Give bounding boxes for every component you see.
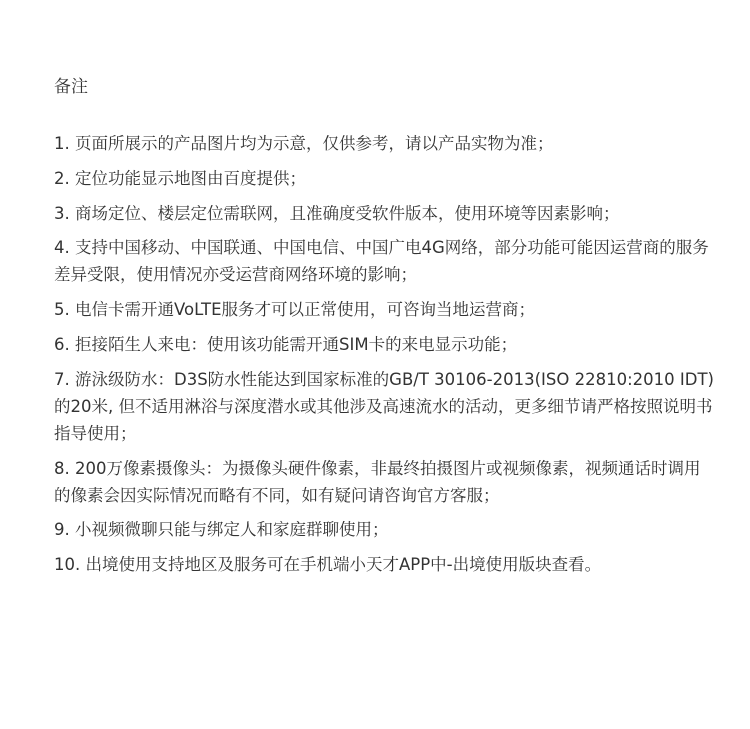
note-item-4: 4. 支持中国移动、中国联通、中国电信、中国广电4G网络，部分功能可能因运营商的服务差异受限，使用情况亦受运营商网络环境的影响； [54,238,709,285]
notes-title: 备注 [54,77,88,97]
note-item-2: 2. 定位功能显示地图由百度提供； [54,168,306,188]
note-item-5: 5. 电信卡需开通VoLTE服务才可以正常使用，可咨询当地运营商； [54,300,536,320]
note-item-10: 10. 出境使用支持地区及服务可在手机端小天才APP中-出境使用版块查看。 [54,555,602,575]
note-item-8: 8. 200万像素摄像头：为摄像头硬件像素，非最终拍摄图片或视频像素，视频通话时调用的像素会因实际情况而略有不同，如有疑问请咨询官方客服； [54,458,701,505]
notes-list [54,130,714,578]
note-item-9: 9. 小视频微聊只能与绑定人和家庭群聊使用； [54,520,389,540]
notes-section [54,74,714,586]
note-item-3: 3. 商场定位、楼层定位需联网，且准确度受软件版本，使用环境等因素影响； [54,203,620,223]
note-item-1: 1. 页面所展示的产品图片均为示意，仅供参考，请以产品实物为准； [54,134,554,153]
note-item-7: 7. 游泳级防水：D3S防水性能达到国家标准的GB/T 30106-2013(ISO 22810:2010 IDT)的20米, 但不适用淋浴与深度潜水或其他涉及高速流水的活动，更多细节请严格按照说明书指导使用； [54,369,714,443]
note-item-6: 6. 拒接陌生人来电：使用该功能需开通SIM卡的来电显示功能； [54,334,518,354]
